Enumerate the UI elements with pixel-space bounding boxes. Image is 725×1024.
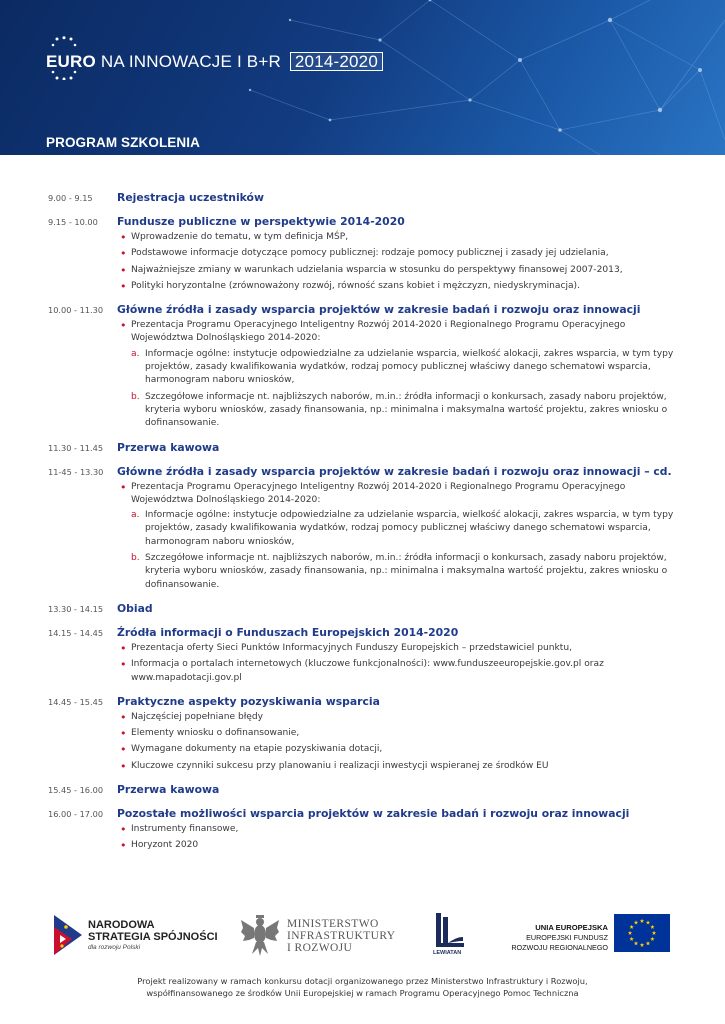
agenda-title: Główne źródła i zasady wsparcia projektów w zakresie badań i rozwoju oraz innowacji – cd. <box>117 464 672 478</box>
bullet-text: Wymagane dokumenty na etapie pozyskiwania dotacji, <box>131 744 383 755</box>
agenda-item <box>48 694 688 773</box>
bullet-text: Wprowadzenie do tematu, w tym definicja MŚP, <box>131 232 349 242</box>
bullet-item <box>117 247 688 260</box>
sub-list <box>131 348 688 431</box>
agenda-list <box>48 190 688 862</box>
logo-euro: EURO <box>46 52 96 71</box>
agenda-item <box>48 625 688 685</box>
agenda-time: 14.15 - 14.45 <box>48 627 104 638</box>
footer-line1: Projekt realizowany w ramach konkursu dotacji organizowanego przez Ministerstwo Infrastruktury i Rozwoju, <box>137 976 588 986</box>
agenda-time: 15.45 - 16.00 <box>48 785 104 796</box>
agenda-title: Przerwa kawowa <box>117 440 220 454</box>
eagle-emblem-icon <box>240 914 280 958</box>
footer-line2: współfinansowanego ze środków Unii Europejskiej w ramach Programu Operacyjnego Pomoc Techniczna <box>146 988 579 998</box>
sub-item-text: Informacje ogólne: instytucje odpowiedzialne za udzielanie wsparcia, wielkość alokacji, zakres wsparcia, w tym typy projektów, zasady kwalifikowania wydatków, rodzaj pomocy publicznej właściwy danego schematowi wsparcia, harmonogram naboru wniosków, <box>145 348 674 386</box>
mir-line1: MINISTERSTWO <box>287 918 379 930</box>
nss-line2: STRATEGIA SPÓJNOŚCI <box>88 931 218 943</box>
bullet-text: Polityki horyzontalne (zrównoważony rozwój, równość szans kobiet i mężczyzn, niedyskryminacja). <box>131 280 580 291</box>
bullet-text: Najczęściej popełniane błędy <box>131 711 264 722</box>
agenda-title: Obiad <box>117 601 153 615</box>
bullet-item <box>117 481 688 592</box>
agenda-title: Przerwa kawowa <box>117 783 220 797</box>
mir-line2: INFRASTRUKTURY <box>287 930 396 942</box>
sub-item-marker: b. <box>131 391 140 402</box>
bullet-item <box>117 642 688 655</box>
bullet-item <box>117 280 688 293</box>
agenda-item <box>48 302 688 430</box>
agenda-content <box>117 464 688 592</box>
agenda-time: 11-45 - 13.30 <box>48 466 104 477</box>
bullet-text: Prezentacja Programu Operacyjnego Inteligentny Rozwój 2014-2020 i Regionalnego Programu Operacyjnego Województwa Dolnośląskiego 2014-2020: <box>131 481 626 505</box>
agenda-bullets <box>117 231 688 293</box>
agenda-item <box>48 601 688 616</box>
sub-item <box>131 391 688 431</box>
agenda-content <box>117 190 688 205</box>
nss-sub: dla rozwoju Polski <box>88 944 141 951</box>
agenda-content <box>117 625 688 685</box>
agenda-content <box>117 214 688 293</box>
agenda-time: 13.30 - 14.15 <box>48 603 104 614</box>
bullet-item <box>117 760 688 773</box>
agenda-content <box>117 694 688 773</box>
bullet-item <box>117 264 688 277</box>
mir-line3: I ROZWOJU <box>287 942 353 954</box>
sub-list <box>131 509 688 592</box>
bullet-text: Prezentacja oferty Sieci Punktów Informacyjnych Funduszy Europejskich – przedstawiciel punktu, <box>131 642 572 653</box>
bullet-item <box>117 839 688 852</box>
agenda-bullets <box>117 481 688 592</box>
sub-item <box>131 509 688 549</box>
bullet-text: Podstawowe informacje dotyczące pomocy publicznej: rodzaje pomocy publicznej i zasady jej udzielania, <box>131 248 609 259</box>
lewiatan-logo-icon <box>436 913 464 947</box>
agenda-item <box>48 440 688 455</box>
agenda-bullets <box>117 823 688 853</box>
logo-strip <box>0 905 725 970</box>
agenda-time: 9.00 - 9.15 <box>48 193 93 203</box>
eu-logo-text <box>511 923 608 953</box>
agenda-time: 11.30 - 11.45 <box>48 442 104 453</box>
bullet-text: Informacja o portalach internetowych (kluczowe funkcjonalności): www.funduszeeuropejskie.gov.pl oraz www.mapadotacji.gov.pl <box>131 659 604 683</box>
bullet-text: Instrumenty finansowe, <box>131 824 239 835</box>
agenda-content <box>117 806 688 853</box>
agenda-content <box>117 782 688 797</box>
agenda-content <box>117 440 688 455</box>
sub-item-marker: a. <box>131 348 140 359</box>
agenda-time: 14.45 - 15.45 <box>48 696 104 707</box>
agenda-title: Rejestracja uczestników <box>117 191 264 204</box>
sub-item <box>131 552 688 592</box>
eu-line3: ROZWOJU REGIONALNEGO <box>511 943 608 952</box>
bullet-item <box>117 823 688 836</box>
agenda-item <box>48 782 688 797</box>
bullet-text: Prezentacja Programu Operacyjnego Inteligentny Rozwój 2014-2020 i Regionalnego Programu Operacyjnego Województwa Dolnośląskiego 2014-2020: <box>131 320 626 344</box>
agenda-title: Fundusze publiczne w perspektywie 2014-2020 <box>117 215 405 228</box>
bullet-text: Najważniejsze zmiany w warunkach udzielania wsparcia w stosunku do perspektywy finansowej 2007-2013, <box>131 264 623 275</box>
sub-item-marker: a. <box>131 510 140 521</box>
agenda-item <box>48 214 688 293</box>
agenda-title: Praktyczne aspekty pozyskiwania wsparcia <box>117 694 380 708</box>
nss-logo-text <box>88 919 218 953</box>
logo-rest: NA INNOWACJE I B+R <box>100 52 281 71</box>
bullet-text: Kluczowe czynniki sukcesu przy planowaniu i realizacji inwestycji wspieranej ze środków EU <box>131 760 549 771</box>
bullet-item <box>117 711 688 724</box>
bullet-item <box>117 743 688 756</box>
bullet-item <box>117 319 688 430</box>
agenda-content <box>117 302 688 430</box>
network-background-graphic <box>0 0 725 155</box>
agenda-title: Pozostałe możliwości wsparcia projektów w zakresie badań i rozwoju oraz innowacji <box>117 807 630 821</box>
program-title: PROGRAM SZKOLENIA <box>46 135 200 150</box>
agenda-time: 9.15 - 10.00 <box>48 217 98 227</box>
bullet-text: Elementy wniosku o dofinansowanie, <box>131 728 300 739</box>
sub-item-text: Informacje ogólne: instytucje odpowiedzialne za udzielanie wsparcia, wielkość alokacji, zakres wsparcia, w tym typy projektów, zasady kwalifikowania wydatków, rodzaj pomocy publicznej właściwy danego schematowi wsparcia, harmonogram naboru wniosków, <box>145 510 674 547</box>
agenda-item <box>48 190 688 205</box>
agenda-time: 16.00 - 17.00 <box>48 809 104 820</box>
agenda-title: Główne źródła i zasady wsparcia projektów w zakresie badań i rozwoju oraz innowacji <box>117 303 641 317</box>
eu-line1: UNIA EUROPEJSKA <box>535 923 608 932</box>
logo-wordmark <box>46 52 383 72</box>
logo-years: 2014-2020 <box>290 52 383 71</box>
sub-item-text: Szczegółowe informacje nt. najbliższych naborów, m.in.: źródła informacji o konkursach, zasady naboru projektów, kryteria wyboru wniosków, zasady finansowania, np.: minimalna i maksymalna wartość projektu, zakres wniosku o dofinansowanie. <box>145 553 668 590</box>
sub-item-marker: b. <box>131 553 140 564</box>
agenda-bullets <box>117 711 688 773</box>
agenda-item <box>48 806 688 853</box>
sub-item <box>131 348 688 388</box>
bullet-item <box>117 658 688 685</box>
sub-item-text: Szczegółowe informacje nt. najbliższych naborów, m.in.: źródła informacji o konkursach, zasady naboru projektów, kryteria wyboru wniosków, zasady finansowania, np.: minimalna i maksymalna wartość projektu, zakres wniosku o dofinansowanie. <box>145 391 668 429</box>
footer-note <box>0 975 725 999</box>
agenda-bullets <box>117 642 688 685</box>
eu-flag-icon <box>614 914 670 952</box>
eu-line2: EUROPEJSKI FUNDUSZ <box>526 933 608 942</box>
mir-logo-text <box>287 918 395 954</box>
agenda-time: 10.00 - 11.30 <box>48 305 104 316</box>
nss-line1: NARODOWA <box>88 919 155 931</box>
lewiatan-label: LEWIATAN <box>433 950 462 956</box>
bullet-text: Horyzont 2020 <box>131 840 199 851</box>
agenda-bullets <box>117 319 688 430</box>
nss-logo-icon <box>52 913 84 957</box>
agenda-item <box>48 464 688 592</box>
header-banner <box>0 0 725 155</box>
agenda-title: Źródła informacji o Funduszach Europejskich 2014-2020 <box>117 625 459 639</box>
bullet-item <box>117 727 688 740</box>
bullet-item <box>117 231 688 244</box>
agenda-content <box>117 601 688 616</box>
